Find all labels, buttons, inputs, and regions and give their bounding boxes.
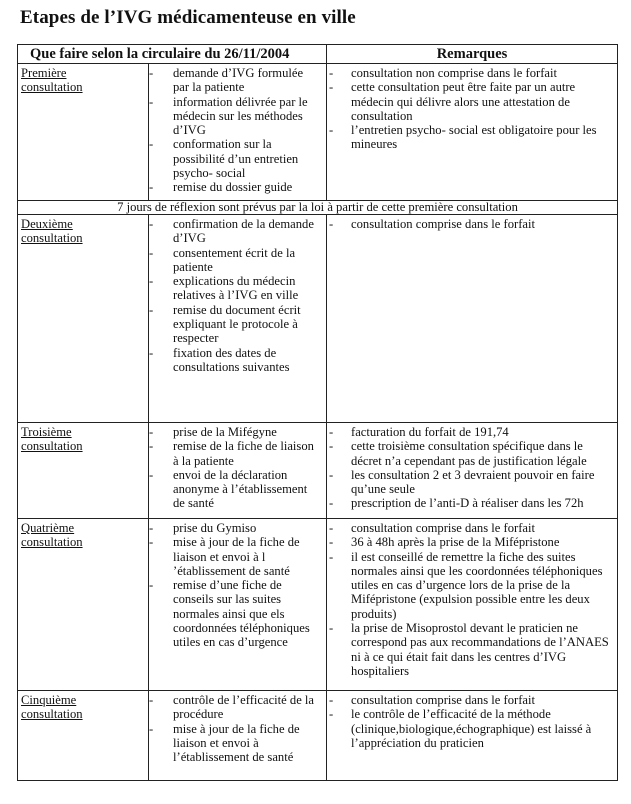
table-row [18, 64, 618, 201]
list-item: - le contrôle de l’efficacité de la méthode (clinique,biologique,échographique) est laissé à l’appréciation du praticien [327, 707, 613, 750]
list-item: - il est conseillé de remettre la fiche des suites normales ainsi que les coordonnées téléphoniques utiles en cas d’urgence lors de la prise de la Mifépristone (expulsion possible entre les deux produits) [327, 550, 613, 621]
list-item: - remise de la fiche de liaison à la patiente [149, 439, 322, 468]
table-row [18, 423, 618, 519]
actions-list [149, 691, 326, 767]
actions-cell [149, 423, 327, 519]
remarks-list [327, 519, 617, 681]
list-item: - mise à jour de la fiche de liaison et envoi à l ’établissement de santé [149, 535, 322, 578]
list-item: - explications du médecin relatives à l’IVG en ville [149, 274, 322, 303]
page-title: Etapes de l’IVG médicamenteuse en ville [20, 7, 356, 28]
remarks-cell [327, 215, 618, 423]
actions-cell [149, 691, 327, 781]
interlude-text: 7 jours de réflexion sont prévus par la loi à partir de cette première consultation [18, 201, 618, 215]
remarks-list [327, 423, 617, 514]
actions-list [149, 519, 326, 653]
actions-cell [149, 64, 327, 201]
list-item: - cette consultation peut être faite par un autre médecin qui délivre alors une attestation de consultation [327, 80, 613, 123]
remarks-list [327, 64, 617, 155]
table-row [18, 215, 618, 423]
remarks-list [327, 215, 617, 234]
remarks-cell [327, 64, 618, 201]
remarks-cell [327, 691, 618, 781]
interlude-row [18, 201, 618, 215]
list-item: - remise du dossier guide [149, 180, 322, 194]
list-item: - envoi de la déclaration anonyme à l’établissement de santé [149, 468, 322, 511]
list-item: - fixation des dates de consultations suivantes [149, 346, 322, 375]
list-item: - remise d’une fiche de conseils sur las suites normales ainsi que els coordonnées téléphoniques utiles en cas d’urgence [149, 578, 322, 649]
actions-cell [149, 519, 327, 691]
stage-name: Quatrième consultation [18, 519, 149, 691]
list-item: - 36 à 48h après la prise de la Mifépristone [327, 535, 613, 549]
list-item: - consultation comprise dans le forfait [327, 217, 613, 231]
stage-name: Troisième consultation [18, 423, 149, 519]
list-item: - mise à jour de la fiche de liaison et envoi à l’établissement de santé [149, 722, 322, 765]
list-item: - conformation sur la possibilité d’un entretien psycho- social [149, 137, 322, 180]
actions-list [149, 64, 326, 198]
list-item: - remise du document écrit expliquant le protocole à respecter [149, 303, 322, 346]
list-item: - consultation comprise dans le forfait [327, 521, 613, 535]
list-item: - les consultation 2 et 3 devraient pouvoir en faire qu’une seule [327, 468, 613, 497]
list-item: - cette troisième consultation spécifique dans le décret n’a cependant pas de justification légale [327, 439, 613, 468]
remarks-cell [327, 519, 618, 691]
list-item: - consultation non comprise dans le forfait [327, 66, 613, 80]
remarks-cell [327, 423, 618, 519]
list-item: - consentement écrit de la patiente [149, 246, 322, 275]
remarks-list [327, 691, 617, 753]
header-left: Que faire selon la circulaire du 26/11/2004 [18, 45, 327, 64]
list-item: - demande d’IVG formulée par la patiente [149, 66, 322, 95]
actions-list [149, 423, 326, 514]
list-item: - prise de la Mifégyne [149, 425, 322, 439]
list-item: - prescription de l’anti-D à réaliser dans les 72h [327, 496, 613, 510]
list-item: - contrôle de l’efficacité de la procédure [149, 693, 322, 722]
list-item: - la prise de Misoprostol devant le praticien ne correspond pas aux recommandations de l’ANAES ni à ce qui était fait dans les centres d’IVG hospitaliers [327, 621, 613, 678]
header-right: Remarques [327, 45, 618, 64]
ivg-steps-table [17, 44, 618, 781]
table-row [18, 519, 618, 691]
actions-list [149, 215, 326, 377]
list-item: - prise du Gymiso [149, 521, 322, 535]
list-item: - facturation du forfait de 191,74 [327, 425, 613, 439]
table-header-row [18, 45, 618, 64]
actions-cell [149, 215, 327, 423]
table-body [18, 64, 618, 781]
stage-name: Première consultation [18, 64, 149, 201]
stage-name: Deuxième consultation [18, 215, 149, 423]
list-item: - information délivrée par le médecin sur les méthodes d’IVG [149, 95, 322, 138]
table-row [18, 691, 618, 781]
list-item: - consultation comprise dans le forfait [327, 693, 613, 707]
list-item: - confirmation de la demande d’IVG [149, 217, 322, 246]
stage-name: Cinquième consultation [18, 691, 149, 781]
list-item: - l’entretien psycho- social est obligatoire pour les mineures [327, 123, 613, 152]
